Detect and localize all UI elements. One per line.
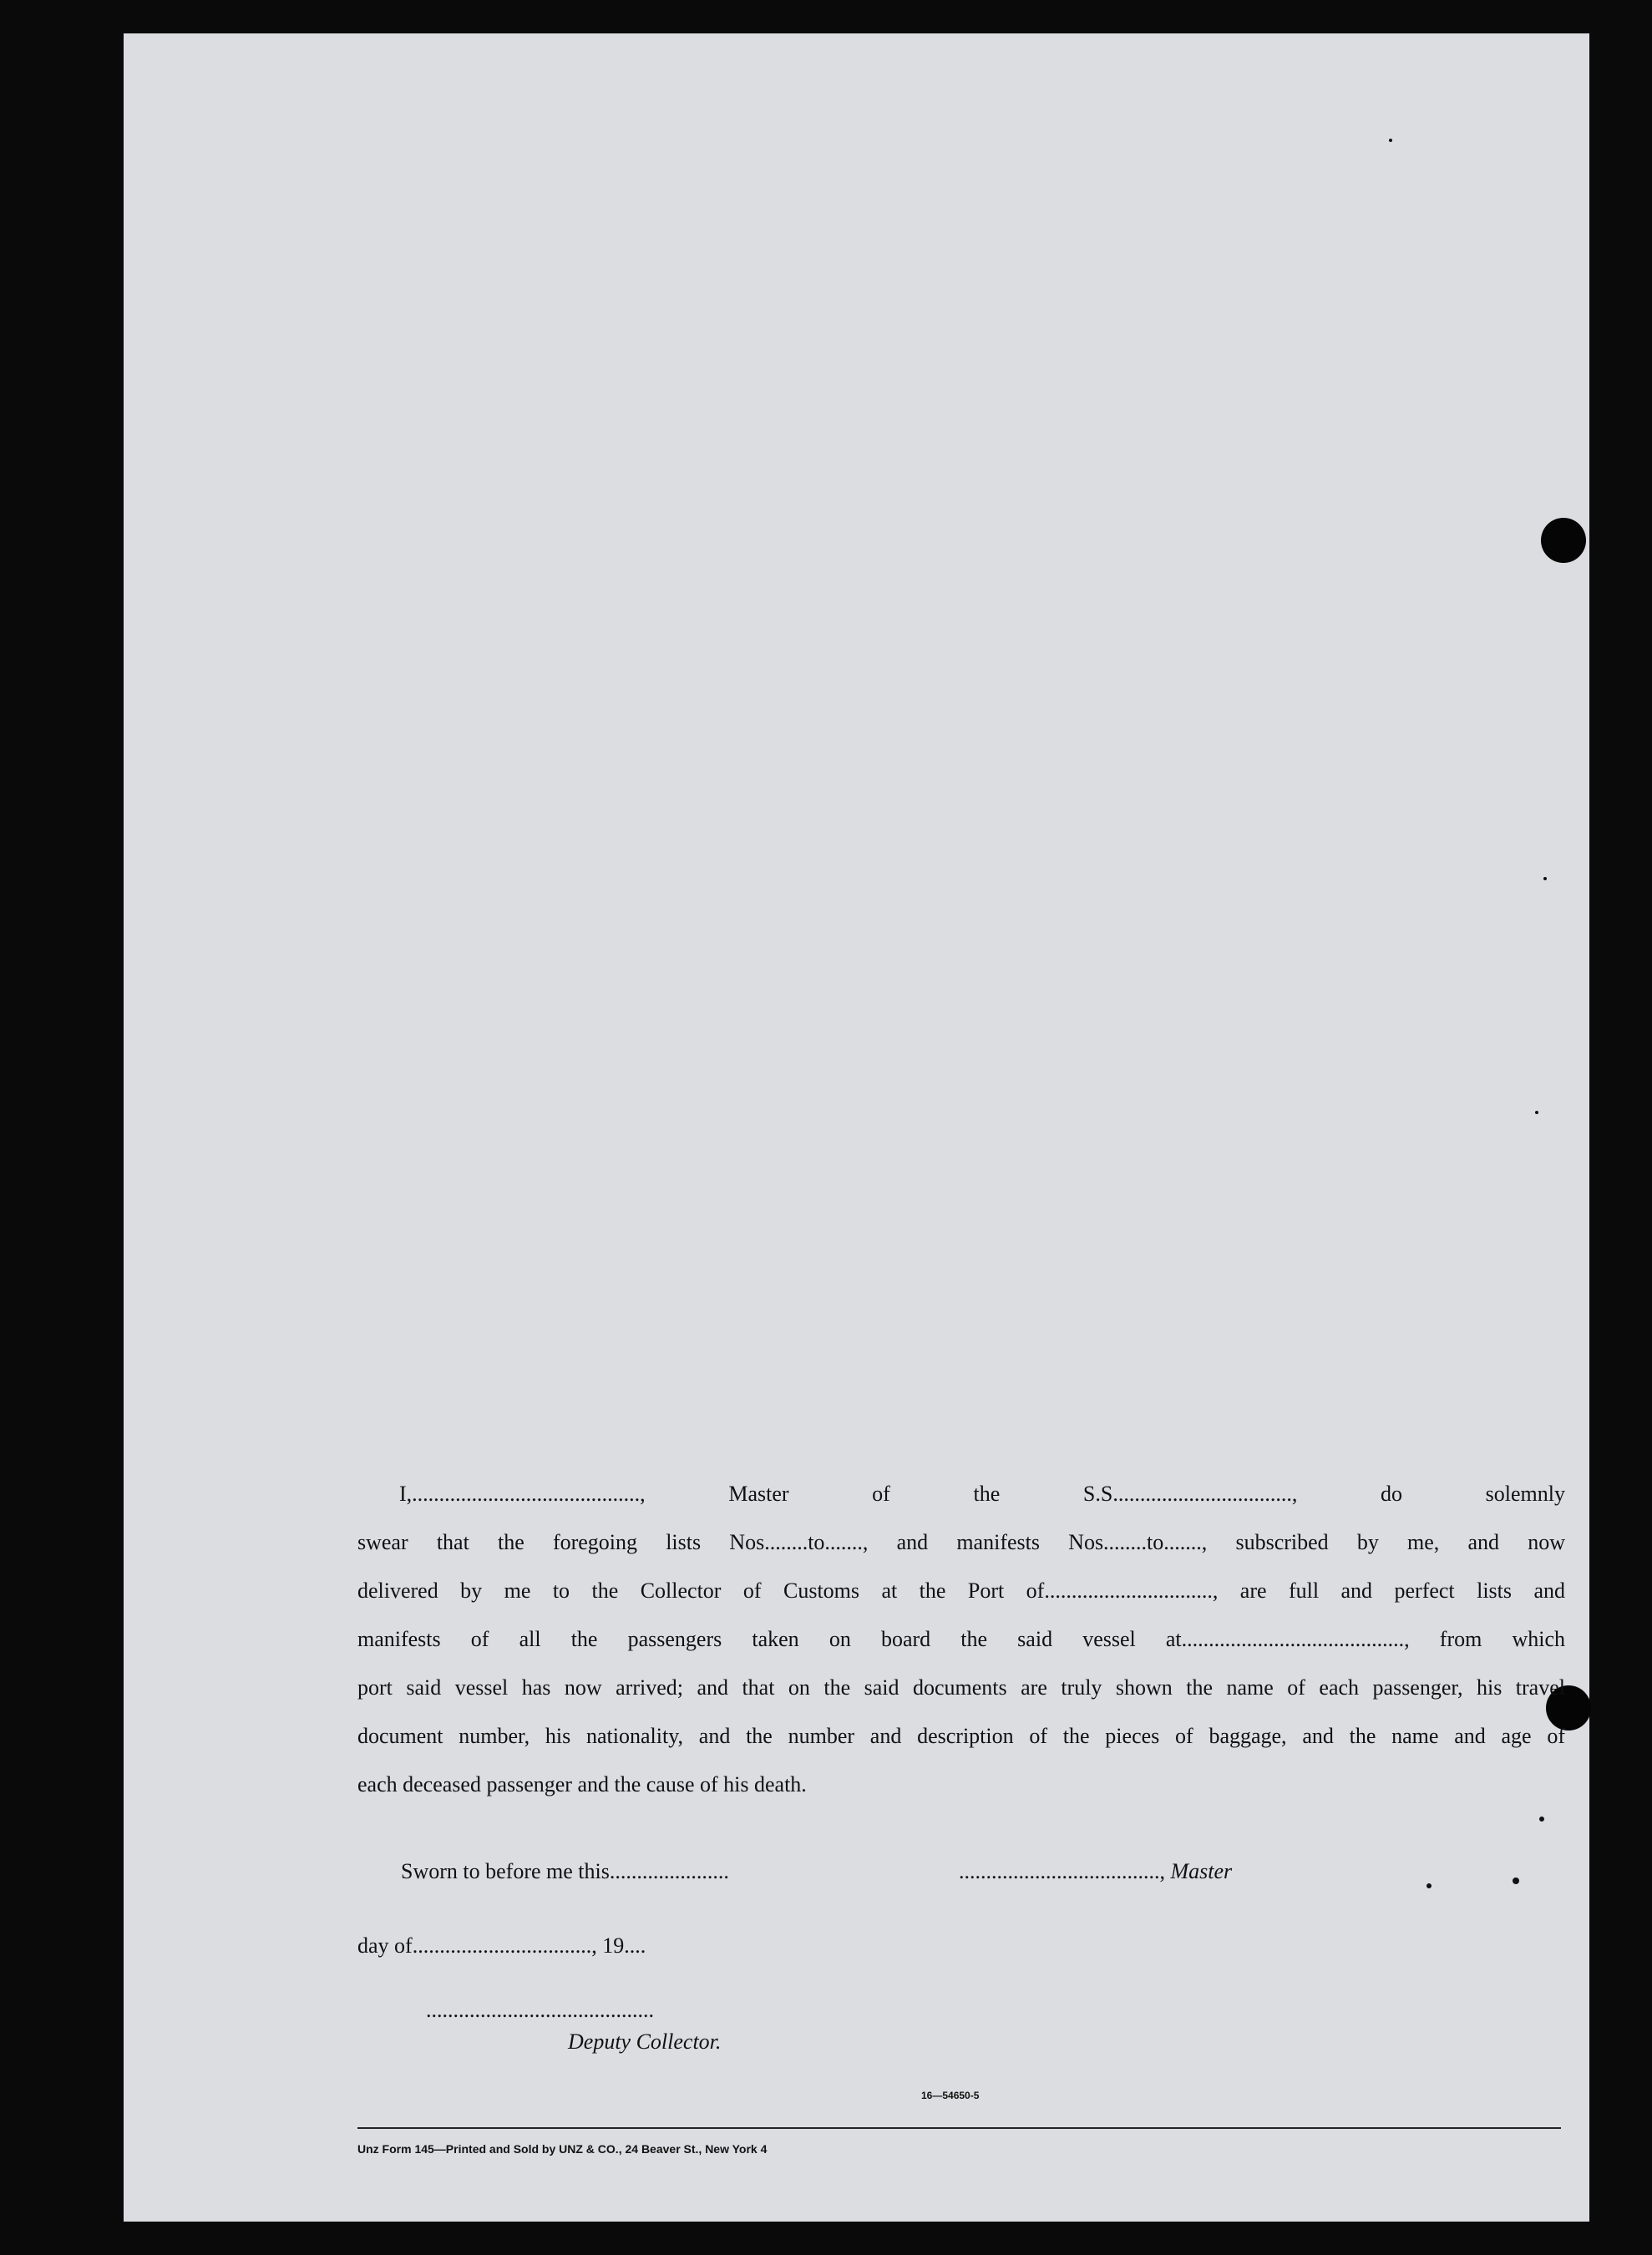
scan-speck <box>1426 1883 1432 1888</box>
master-signature-line <box>959 1859 1232 1884</box>
sworn-line: Sworn to before me this...................... <box>401 1859 729 1883</box>
document-sheet <box>124 33 1589 2222</box>
master-dots: ....................................., <box>959 1859 1171 1883</box>
deputy-collector-label: Deputy Collector. <box>568 2030 722 2054</box>
punch-hole-upper <box>1541 518 1586 563</box>
divider <box>357 2127 1561 2129</box>
oath-line: document number, his nationality, and the number and description of the pieces of baggage, and the name and age of <box>357 1724 1565 1748</box>
master-oath-paragraph <box>357 1470 1565 1809</box>
scan-speck <box>1539 1817 1544 1822</box>
oath-line: I,.........................................., Master of the S.S................................., do solemnly <box>399 1482 1565 1506</box>
scan-speck <box>1535 1111 1538 1114</box>
oath-line: delivered by me to the Collector of Customs at the Port of..............................., are full and perfect lists and <box>357 1578 1565 1603</box>
oath-line: manifests of all the passengers taken on board the said vessel at........................................., from which <box>357 1627 1565 1651</box>
scan-speck <box>1389 139 1392 142</box>
day-line: day of................................., 19.... <box>357 1933 646 1958</box>
scan-speck <box>1513 1877 1519 1884</box>
scan-speck <box>1543 877 1547 880</box>
deputy-dots: .......................................... <box>426 1998 654 2022</box>
form-number: 16—54650-5 <box>921 2090 980 2101</box>
oath-line: each deceased passenger and the cause of his death. <box>357 1772 807 1796</box>
printer-imprint: Unz Form 145—Printed and Sold by UNZ & CO., 24 Beaver St., New York 4 <box>357 2142 768 2156</box>
master-label: Master <box>1170 1859 1233 1883</box>
oath-line: port said vessel has now arrived; and that on the said documents are truly shown the name of each passenger, his travel <box>357 1675 1565 1700</box>
oath-line: swear that the foregoing lists Nos........to......., and manifests Nos........to......., subscribed by me, and now <box>357 1530 1565 1554</box>
